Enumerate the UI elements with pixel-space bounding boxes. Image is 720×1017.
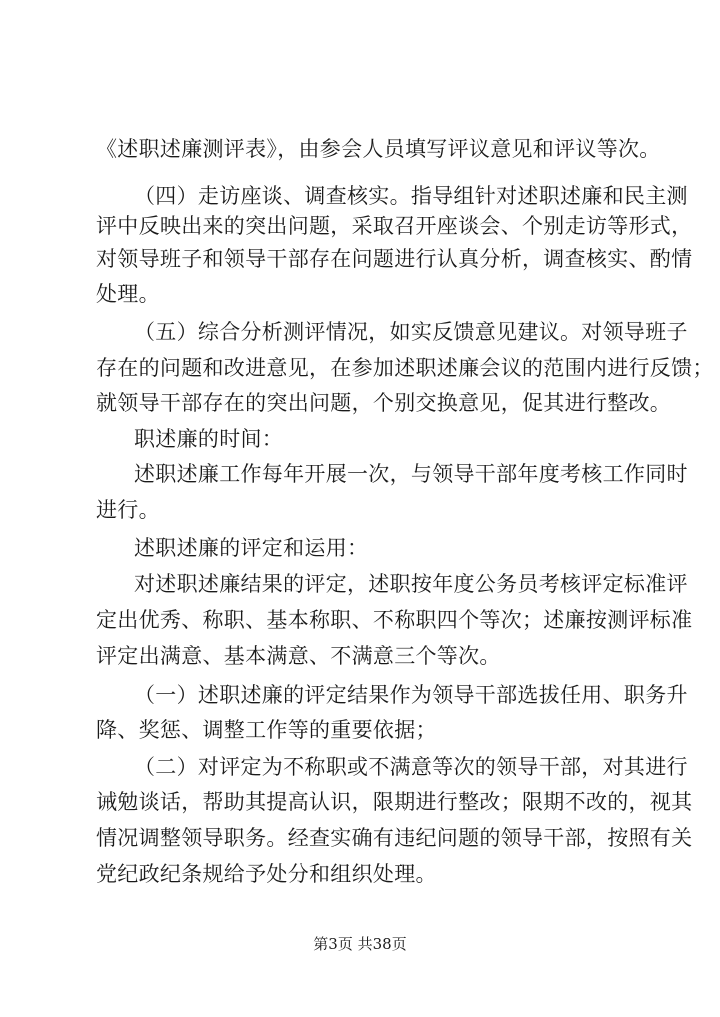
paragraph-line: 处理。: [96, 282, 160, 306]
page-number-footer: 第3页 共38页: [313, 935, 407, 953]
paragraph-line: 降、奖惩、调整工作等的重要依据；: [96, 718, 437, 742]
paragraph-line: 诫勉谈话，帮助其提高认识，限期进行整改；限期不改的，视其: [96, 790, 693, 814]
paragraph-line: 述职述廉工作每年开展一次，与领导干部年度考核工作同时: [134, 462, 688, 486]
paragraph-line: （二）对评定为不称职或不满意等次的领导干部，对其进行: [134, 755, 688, 779]
paragraph-line: （五）综合分析测评情况，如实反馈意见建议。对领导班子: [134, 320, 688, 344]
paragraph-line: 评中反映出来的突出问题，采取召开座谈会、个别走访等形式，: [96, 214, 693, 238]
paragraph-line: （四）走访座谈、调查核实。指导组针对述职述廉和民主测: [134, 184, 688, 208]
paragraph-line: 对领导班子和领导干部存在问题进行认真分析，调查核实、酌情: [96, 247, 693, 271]
paragraph-line: 评定出满意、基本满意、不满意三个等次。: [96, 644, 501, 668]
paragraph-line: 党纪政纪条规给予处分和组织处理。: [96, 862, 437, 886]
paragraph-line: 定出优秀、称职、基本称职、不称职四个等次；述廉按测评标准: [96, 608, 693, 632]
section-heading: 职述廉的时间：: [134, 427, 284, 451]
paragraph-line: 就领导干部存在的突出问题，个别交换意见，促其进行整改。: [96, 391, 672, 415]
paragraph-line: 进行。: [96, 498, 160, 522]
paragraph-line: （一）述职述廉的评定结果作为领导干部选拔任用、职务升: [134, 683, 688, 707]
paragraph-line: 《述职述廉测评表》，由参会人员填写评议意见和评议等次。: [96, 137, 661, 161]
paragraph-line: 存在的问题和改进意见，在参加述职述廉会议的范围内进行反馈；: [96, 356, 714, 380]
paragraph-line: 情况调整领导职务。经查实确有违纪问题的领导干部，按照有关: [96, 826, 693, 850]
section-heading: 述职述廉的评定和运用：: [134, 536, 369, 560]
paragraph-line: 对述职述廉结果的评定，述职按年度公务员考核评定标准评: [134, 572, 688, 596]
